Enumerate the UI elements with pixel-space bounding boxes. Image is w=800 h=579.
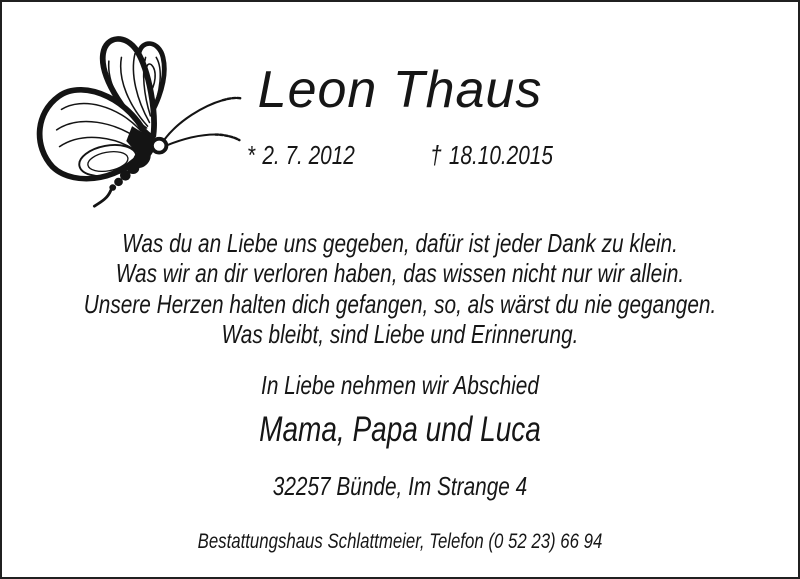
- poem-line: Was bleibt, sind Liebe und Erinnerung.: [221, 319, 579, 350]
- birth-star-symbol: *: [247, 140, 256, 170]
- poem-line: Was du an Liebe uns gegeben, dafür ist jeder Dank zu klein.: [122, 228, 678, 258]
- farewell-line: In Liebe nehmen wir Abschied: [261, 370, 539, 400]
- death-date-group: [430, 142, 553, 168]
- birth-date-group: [247, 142, 355, 168]
- poem-line: Unsere Herzen halten dich gefangen, so, als wärst du nie gegangen.: [83, 288, 717, 319]
- life-dates-row: [82, 142, 719, 168]
- birth-date: 2. 7. 2012: [262, 140, 355, 170]
- poem-line: Was wir an dir verloren haben, das wissen nicht nur wir allein.: [115, 258, 685, 289]
- memorial-poem: [82, 228, 719, 350]
- death-date: 18.10.2015: [448, 140, 553, 170]
- funeral-home-line: Bestattungshaus Schlattmeier, Telefon (0 52 23) 66 94: [197, 530, 603, 553]
- family-names: Mama, Papa und Luca: [259, 410, 541, 449]
- address-line: 32257 Bünde, Im Strange 4: [272, 471, 528, 501]
- death-dagger-symbol: †: [430, 140, 442, 170]
- deceased-name: Leon Thaus: [257, 61, 543, 119]
